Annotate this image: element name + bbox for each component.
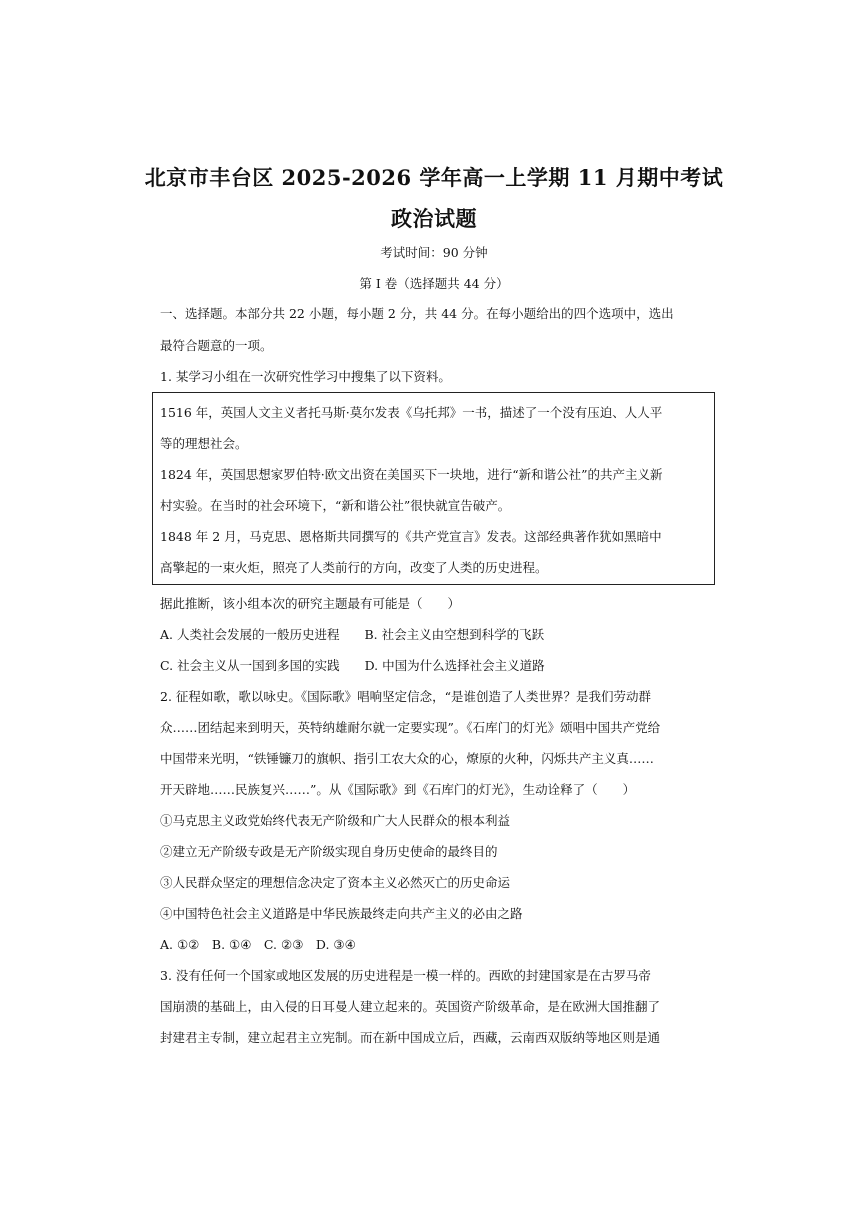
instructions-line: 一、选择题。本部分共 22 小题，每小题 2 分，共 44 分。在每小题给出的四个选项中，选出 (160, 306, 674, 321)
material-line: 1824 年，英国思想家罗伯特·欧文出资在美国买下一块地，进行“新和谐公社”的共产主义新 (160, 467, 663, 482)
question-2-statement: ③人民群众坚定的理想信念决定了资本主义必然灭亡的历史命运 (160, 875, 511, 890)
question-2-text: 2. 征程如歌，歌以咏史。《国际歌》唱响坚定信念，“是谁创造了人类世界？是我们劳动群 (160, 689, 652, 704)
question-2-statement: ①马克思主义政党始终代表无产阶级和广大人民群众的根本利益 (160, 813, 511, 828)
question-1-options: C. 社会主义从一国到多国的实践 D. 中国为什么选择社会主义道路 (160, 658, 545, 673)
question-2-options: A. ①② B. ①④ C. ②③ D. ③④ (160, 937, 356, 952)
question-3-text: 3. 没有任何一个国家或地区发展的历史进程是一模一样的。西欧的封建国家是在古罗马帝 (160, 968, 651, 983)
question-1-options: A. 人类社会发展的一般历史进程 B. 社会主义由空想到科学的飞跃 (160, 627, 545, 642)
material-line: 村实验。在当时的社会环境下，“新和谐公社”很快就宣告破产。 (160, 498, 511, 513)
question-2-text: 众……团结起来到明天，英特纳雄耐尔就一定要实现”。《石库门的灯光》颂唱中国共产党给 (160, 720, 661, 735)
question-2-statement: ②建立无产阶级专政是无产阶级实现自身历史使命的最终目的 (160, 844, 498, 859)
material-line: 高擎起的一束火炬，照亮了人类前行的方向，改变了人类的历史进程。 (160, 560, 548, 575)
section-heading: 第 I 卷（选择题共 44 分） (359, 276, 509, 291)
question-3-text: 国崩溃的基础上，由入侵的日耳曼人建立起来的。英国资产阶级革命，是在欧洲大国推翻了 (160, 999, 661, 1014)
exam-title: 北京市丰台区 2025-2026 学年高一上学期 11 月期中考试 (144, 165, 724, 190)
question-1-prompt: 据此推断，该小组本次的研究主题最有可能是（ ） (160, 596, 461, 611)
instructions-line: 最符合题意的一项。 (160, 338, 273, 353)
question-2-text: 开天辟地……民族复兴……”。从《国际歌》到《石库门的灯光》，生动诠释了（ ） (160, 782, 636, 797)
question-1-material-box (152, 392, 715, 585)
exam-subject-title: 政治试题 (391, 206, 477, 231)
material-line: 1848 年 2 月，马克思、恩格斯共同撰写的《共产党宣言》发表。这部经典著作犹如黑暗中 (160, 529, 662, 544)
material-line: 1516 年，英国人文主义者托马斯·莫尔发表《乌托邦》一书，描述了一个没有压迫、人人平 (160, 405, 663, 420)
question-1-stem: 1. 某学习小组在一次研究性学习中搜集了以下资料。 (160, 369, 451, 384)
question-2-text: 中国带来光明，“铁锤镰刀的旗帜、指引工农大众的心，燎原的火种，闪烁共产主义真…… (160, 751, 654, 766)
question-3-text: 封建君主专制，建立起君主立宪制。而在新中国成立后，西藏，云南西双版纳等地区则是通 (160, 1030, 661, 1045)
material-line: 等的理想社会。 (160, 436, 248, 451)
exam-time: 考试时间：90 分钟 (380, 245, 488, 260)
question-2-statement: ④中国特色社会主义道路是中华民族最终走向共产主义的必由之路 (160, 906, 523, 921)
